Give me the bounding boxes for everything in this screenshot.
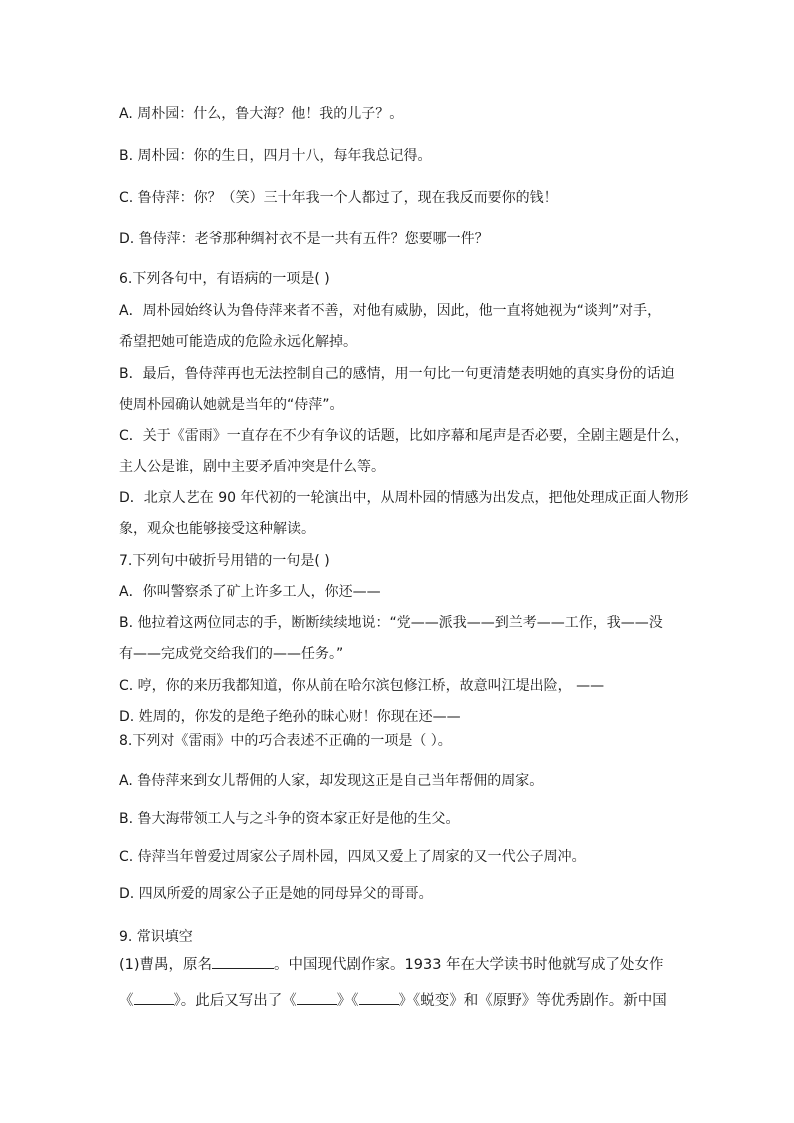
q6-option-d-line1: D．北京人艺在 90 年代初的一轮演出中，从周朴园的情感为出发点，把他处理成正面人物形 [119,490,689,506]
q7-stem: 7.下列句中破折号用错的一句是( ) [119,553,330,569]
q8-stem: 8.下列对《雷雨》中的巧合表述不正确的一项是（ ）。 [119,733,452,749]
q6-option-a-line1: A．周朴园始终认为鲁侍萍来者不善，对他有威胁，因此，他一直将她视为“谈判”对手， [119,303,662,319]
q9-line2-text-c: 》《 [336,993,359,1009]
q6-option-a-line2: 希望把她可能造成的危险永远化解掉。 [119,334,357,350]
q9-blank-third-work[interactable] [359,990,399,1005]
q9-blank-original-name[interactable] [212,954,274,969]
q6-option-c-line1: C．关于《雷雨》一直存在不少有争议的话题，比如序幕和尾声是否必要，全剧主题是什么， [119,428,689,444]
q9-line2-text-b: 》。此后又写出了《 [173,993,297,1009]
q6-option-c-line2: 主人公是谁，剧中主要矛盾冲突是什么等。 [119,459,385,475]
q5-option-b: B. 周朴园：你的生日，四月十八，每年我总记得。 [119,148,432,164]
q6-option-d-line2: 象，观众也能够接受这种解读。 [119,521,315,537]
q9-line2-text-a: 《 [119,993,134,1009]
q6-option-b-line2: 使周朴园确认她就是当年的“侍萍”。 [119,397,344,413]
q8-option-a: A. 鲁侍萍来到女儿帮佣的人家，却发现这正是自己当年帮佣的周家。 [119,773,544,789]
q8-option-c: C. 侍萍当年曾爱过周家公子周朴园，四凤又爱上了周家的又一代公子周冲。 [119,849,586,865]
q9-line2-text-d: 》《蜕变》和《原野》等优秀剧作。新中国 [398,993,667,1009]
q7-option-a: A．你叫警察杀了矿上许多工人，你还—— [119,584,381,600]
q8-option-d: D. 四凤所爱的周家公子正是她的同母异父的哥哥。 [119,886,433,902]
q7-option-b-line2: 有——完成党交给我们的——任务。” [119,646,344,662]
q9-stem: 9. 常识填空 [119,929,193,945]
q9-line1 [119,954,664,974]
q5-option-d: D. 鲁侍萍：老爷那种绸衬衣不是一共有五件？您要哪一件？ [119,231,489,247]
q7-option-d: D. 姓周的，你发的是绝子绝孙的昧心财！你现在还—— [119,709,461,725]
q7-option-c: C. 哼，你的来历我都知道，你从前在哈尔滨包修江桥，故意叫江堤出险， —— [119,678,605,694]
q8-option-b: B. 鲁大海带领工人与之斗争的资本家正好是他的生父。 [119,811,460,827]
q6-stem: 6.下列各句中，有语病的一项是( ) [119,271,330,287]
q7-option-b-line1: B. 他拉着这两位同志的手，断断续续地说：“党——派我——到兰考——工作，我——没 [119,615,663,631]
q9-blank-second-work[interactable] [297,990,337,1005]
q9-line1-text-a: (1)曹禺，原名 [119,957,213,973]
q5-option-a: A. 周朴园：什么，鲁大海？他！我的儿子？。 [119,106,404,122]
q9-line2 [119,990,667,1010]
q9-line1-text-b: 。中国现代剧作家。1933 年在大学读书时他就写成了处女作 [274,957,664,973]
q5-option-c: C. 鲁侍萍：你？（笑）三十年我一个人都过了，现在我反而要你的钱！ [119,190,558,206]
q6-option-b-line1: B．最后，鲁侍萍再也无法控制自己的感情，用一句比一句更清楚表明她的真实身份的话迫 [119,366,675,382]
q9-blank-first-work[interactable] [134,990,174,1005]
